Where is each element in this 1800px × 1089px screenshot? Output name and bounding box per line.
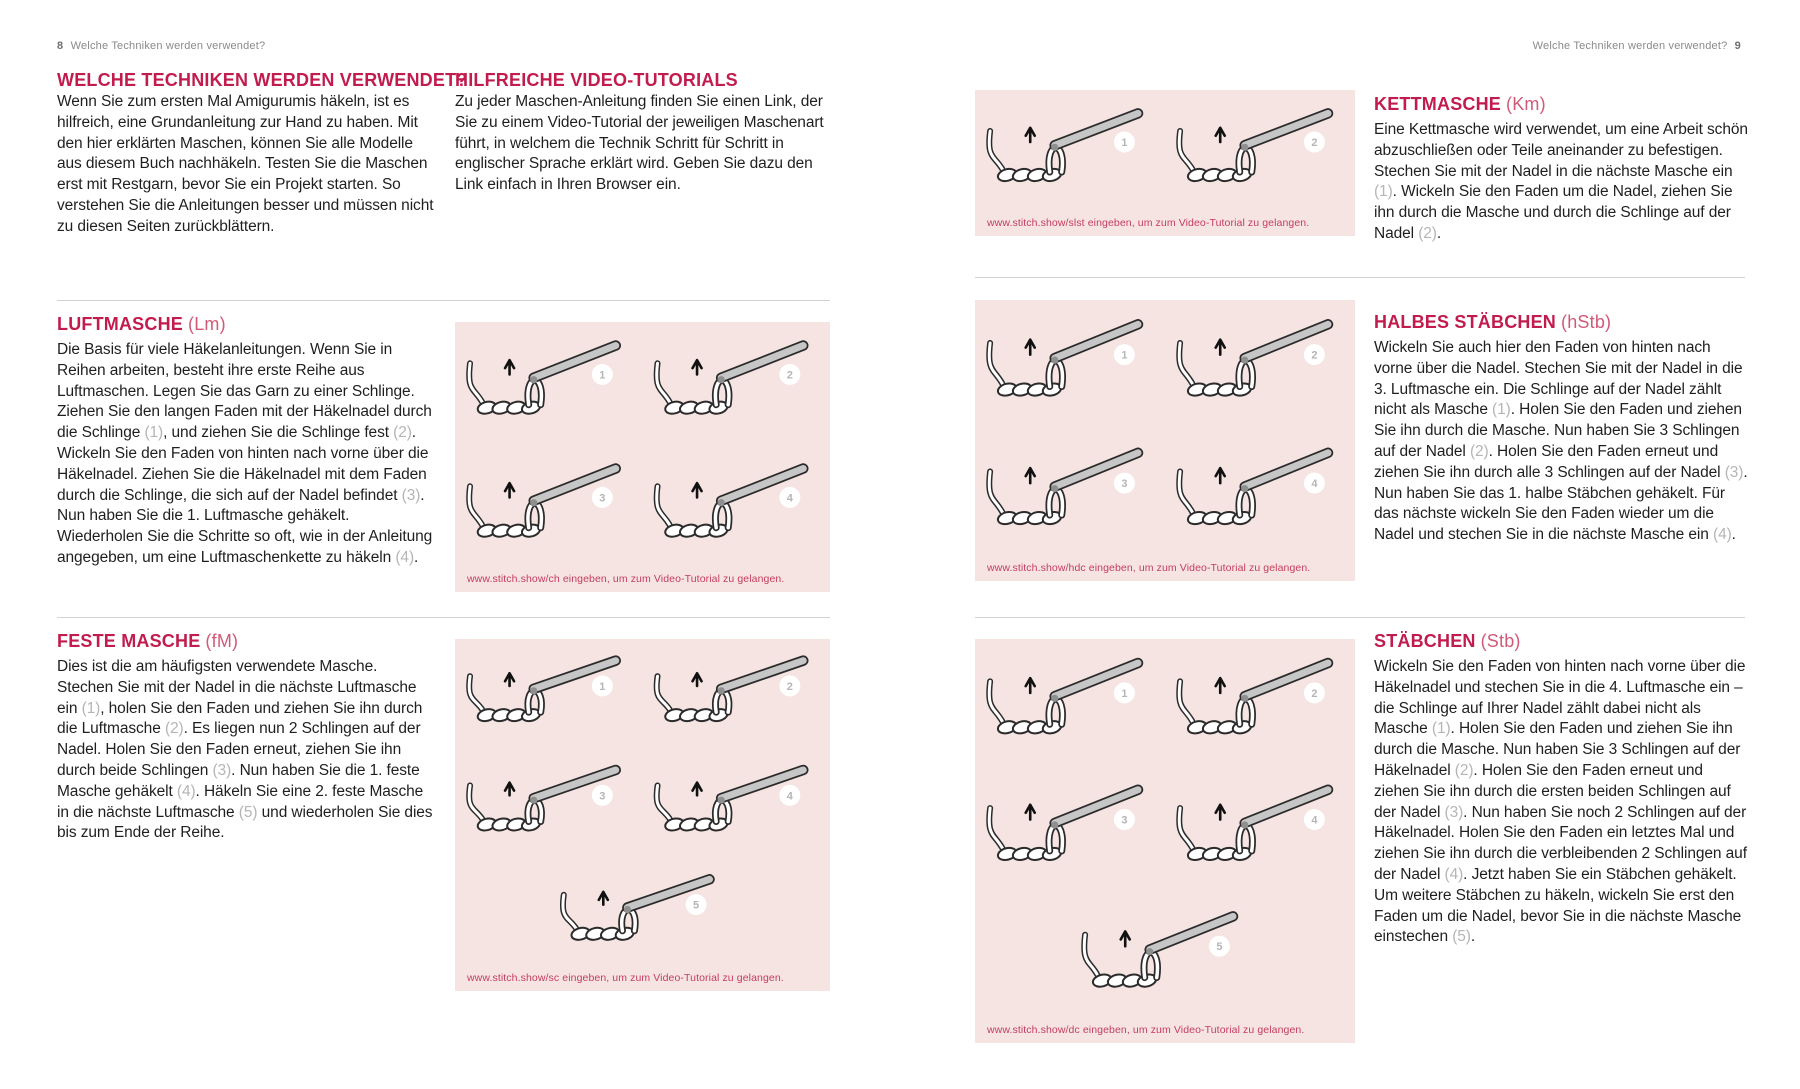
section-body-halbes-staebchen: Wickeln Sie auch hier den Faden von hinten nach vorne über die Nadel. Stechen Sie mit der Nadel in die 3. Luftmasche ein. Die Schlinge auf der Nadel zählt nicht als Masche (1). Holen Sie den Faden und ziehen Sie ihn durch die Masche. Nun haben Sie 3 Schlingen auf der Nadel (2). Holen Sie den Faden erneut und ziehen Sie ihn durch alle 3 Schlingen auf der Nadel (3). Nun haben Sie das 1. halbe Stäbchen gehäkelt. Für das nächste wickeln Sie den Faden wieder um die Nadel und stechen Sie in die nächste Masche ein (4). <box>1374 339 1748 544</box>
section-title-feste-masche <box>57 631 238 652</box>
section-body-kettmasche: Eine Kettmasche wird verwendet, um eine Arbeit schön abzuschließen oder Teile aneinander zu befestigen. Stechen Sie mit der Nadel in die nächste Masche ein (1). Wickeln Sie den Faden um die Nadel, ziehen Sie ihn durch die Masche und durch die Schlinge auf der Nadel (2). <box>1374 121 1748 242</box>
section-abbr: (fM) <box>205 631 239 651</box>
svg-text:5: 5 <box>693 899 700 912</box>
section-title-halbes-staebchen <box>1374 312 1611 333</box>
video-url-caption: www.stitch.show/slst eingeben, um zum Video-Tutorial zu gelangen. <box>987 217 1310 229</box>
svg-text:2: 2 <box>786 369 793 382</box>
video-tutorials-title: HILFREICHE VIDEO-TUTORIALS <box>455 70 738 90</box>
crochet-diagram-feste-masche <box>455 639 830 991</box>
running-head-left <box>57 40 265 52</box>
svg-text:4: 4 <box>786 790 793 803</box>
svg-text:1: 1 <box>1121 349 1128 362</box>
page-number-left: 8 <box>57 40 64 52</box>
svg-text:4: 4 <box>1311 478 1318 491</box>
svg-text:1: 1 <box>599 680 606 693</box>
illustration-panel-staebchen <box>975 639 1355 1043</box>
svg-text:1: 1 <box>1121 137 1128 149</box>
svg-text:1: 1 <box>1121 687 1128 700</box>
section-divider <box>57 300 830 301</box>
video-url-caption: www.stitch.show/dc eingeben, um zum Video-Tutorial zu gelangen. <box>987 1024 1305 1036</box>
svg-text:3: 3 <box>599 790 606 803</box>
illustration-panel-halbes-staebchen <box>975 300 1355 581</box>
running-title-left: Welche Techniken werden verwendet? <box>70 40 266 52</box>
crochet-diagram-staebchen <box>975 639 1355 1043</box>
svg-text:4: 4 <box>786 492 793 505</box>
section-title-kettmasche <box>1374 94 1546 115</box>
section-title-luftmasche <box>57 314 226 335</box>
video-tutorials-body: Zu jeder Maschen-Anleitung finden Sie einen Link, der Sie zu einem Video-Tutorial der jeweiligen Maschenart führt, in welchem die Technik Schritt für Schritt in englischer Sprache erklärt wird. Geben Sie dazu den Link einfach in Ihren Browser ein. <box>455 93 824 194</box>
illustration-panel-feste-masche <box>455 639 830 991</box>
svg-text:4: 4 <box>1311 814 1318 827</box>
section-abbr: (Lm) <box>188 314 226 334</box>
section-title-text: LUFTMASCHE <box>57 314 183 334</box>
svg-text:5: 5 <box>1216 941 1223 954</box>
section-title-text: KETTMASCHE <box>1374 94 1501 114</box>
svg-text:2: 2 <box>1311 137 1318 149</box>
section-divider <box>975 277 1745 278</box>
crochet-diagram-luftmasche <box>455 322 830 592</box>
crochet-diagram-halbes-staebchen <box>975 300 1355 581</box>
section-title-staebchen <box>1374 631 1521 652</box>
intro-title: WELCHE TECHNIKEN WERDEN VERWENDET? <box>57 70 468 90</box>
running-title-right: Welche Techniken werden verwendet? <box>1532 40 1728 52</box>
video-url-caption: www.stitch.show/ch eingeben, um zum Video-Tutorial zu gelangen. <box>467 573 785 585</box>
svg-text:2: 2 <box>786 680 793 693</box>
svg-text:2: 2 <box>1311 349 1318 362</box>
section-body-staebchen: Wickeln Sie den Faden von hinten nach vorne über die Häkelnadel und stechen Sie in die 4. Luftmasche ein – die Schlinge auf Ihrer Nadel zählt dabei nicht als Masche (1). Holen Sie den Faden und ziehen Sie ihn durch die Masche. Nun haben Sie 3 Schlingen auf der Häkelnadel (2). Holen Sie den Faden erneut und ziehen Sie ihn durch die ersten beiden Schlingen auf der Nadel (3). Nun haben Sie noch 2 Schlingen auf der Häkelnadel. Holen Sie den Faden ein letztes Mal und ziehen Sie ihn durch die verbleibenden 2 Schlingen auf der Nadel (4). Jetzt haben Sie ein Stäbchen gehäkelt. Um weitere Stäbchen zu häkeln, wickeln Sie erst den Faden um die Nadel, bevor Sie in die nächste Masche einstechen (5). <box>1374 658 1747 946</box>
section-divider <box>975 617 1745 618</box>
video-url-caption: www.stitch.show/hdc eingeben, um zum Video-Tutorial zu gelangen. <box>987 562 1311 574</box>
illustration-panel-kettmasche <box>975 90 1355 236</box>
section-abbr: (Stb) <box>1480 631 1521 651</box>
section-title-text: STÄBCHEN <box>1374 631 1476 651</box>
illustration-panel-luftmasche <box>455 322 830 592</box>
svg-text:2: 2 <box>1311 687 1318 700</box>
section-body-feste-masche: Dies ist die am häufigsten verwendete Masche. Stechen Sie mit der Nadel in die nächste Luftmasche ein (1), holen Sie den Faden und ziehen Sie ihn durch die Luftmasche (2). Es liegen nun 2 Schlingen auf der Nadel. Holen Sie den Faden erneut, ziehen Sie ihn durch beide Schlingen (3). Nun haben Sie die 1. feste Masche gehäkelt (4). Häkeln Sie eine 2. feste Masche in die nächste Luftmasche (5) und wiederholen Sie dies bis zum Ende der Reihe. <box>57 658 433 842</box>
section-divider <box>57 617 830 618</box>
video-url-caption: www.stitch.show/sc eingeben, um zum Video-Tutorial zu gelangen. <box>467 972 784 984</box>
section-title-text: FESTE MASCHE <box>57 631 201 651</box>
svg-text:3: 3 <box>1121 478 1128 491</box>
section-abbr: (hStb) <box>1561 312 1612 332</box>
crochet-diagram-kettmasche <box>975 90 1355 236</box>
section-title-text: HALBES STÄBCHEN <box>1374 312 1557 332</box>
running-head-right <box>975 40 1745 52</box>
page-number-right: 9 <box>1734 40 1741 52</box>
svg-text:1: 1 <box>599 369 606 382</box>
svg-text:3: 3 <box>599 492 606 505</box>
svg-text:3: 3 <box>1121 814 1128 827</box>
section-body-luftmasche: Die Basis für viele Häkelanleitungen. Wenn Sie in Reihen arbeiten, besteht ihre erste Reihe aus Luftmaschen. Legen Sie das Garn zu einer Schlinge. Ziehen Sie den langen Faden mit der Häkelnadel durch die Schlinge (1), und ziehen Sie die Schlinge fest (2). Wickeln Sie den Faden von hinten nach vorne über die Häkelnadel. Ziehen Sie die Häkelnadel mit dem Faden durch die Schlinge, die sich auf der Nadel befindet (3). Nun haben Sie die 1. Luftmasche gehäkelt. Wiederholen Sie die Schritte so oft, wie in der Anleitung angegeben, um eine Luftmaschenkette zu häkeln (4). <box>57 341 433 566</box>
intro-body: Wenn Sie zum ersten Mal Amigurumis häkeln, ist es hilfreich, eine Grundanleitung zur Hand zu haben. Mit den hier erklärten Maschen, können Sie alle Modelle aus diesem Buch nachhäkeln. Testen Sie die Maschen erst mit Restgarn, bevor Sie ein Projekt starten. So verstehen Sie die Anleitungen besser und müssen nicht zu diesen Seiten zurückblättern. <box>57 93 434 235</box>
section-abbr: (Km) <box>1506 94 1546 114</box>
